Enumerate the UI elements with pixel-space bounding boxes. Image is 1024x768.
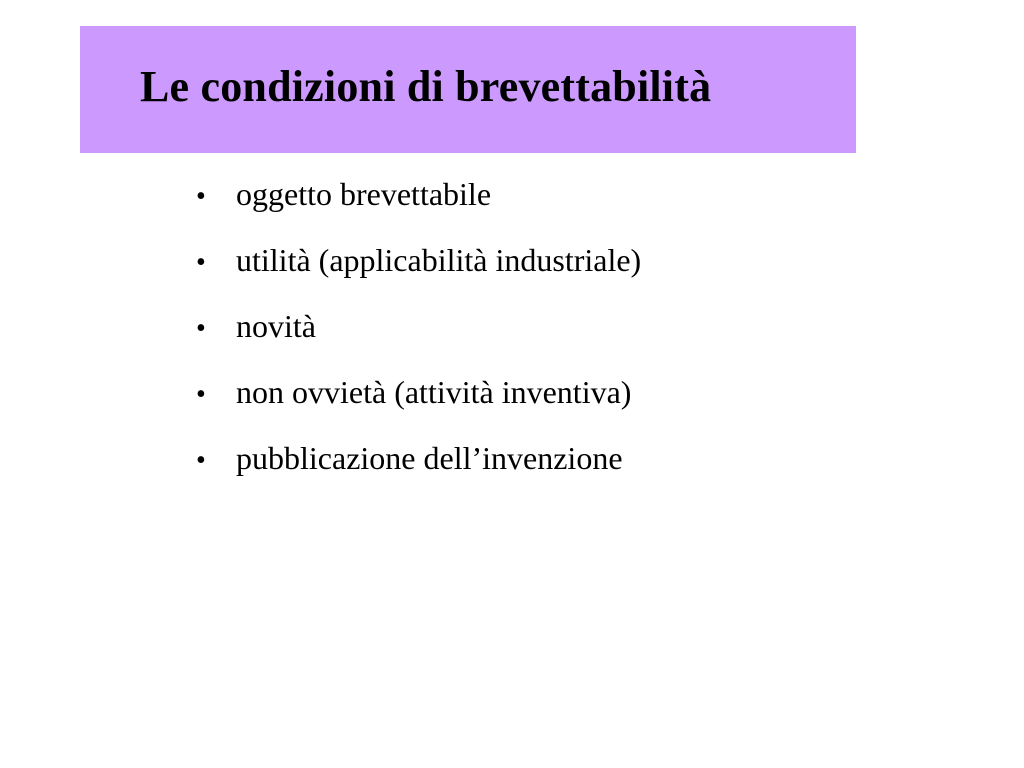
slide-title: Le condizioni di brevettabilità bbox=[140, 61, 712, 111]
bullet-text: utilità (applicabilità industriale) bbox=[236, 242, 642, 278]
title-banner bbox=[80, 26, 856, 153]
list-item bbox=[196, 436, 641, 502]
bullet-icon: • bbox=[196, 379, 206, 410]
bullet-text: novità bbox=[236, 308, 316, 344]
bullet-icon: • bbox=[196, 247, 206, 278]
bullet-text: pubblicazione dell’invenzione bbox=[236, 440, 623, 476]
bullet-icon: • bbox=[196, 181, 206, 212]
bullet-text: oggetto brevettabile bbox=[236, 176, 492, 212]
bullet-list bbox=[196, 172, 641, 502]
list-item bbox=[196, 304, 641, 370]
list-item bbox=[196, 238, 641, 304]
list-item bbox=[196, 370, 641, 436]
bullet-icon: • bbox=[196, 445, 206, 476]
bullet-icon: • bbox=[196, 313, 206, 344]
list-item bbox=[196, 172, 641, 238]
bullet-text: non ovvietà (attività inventiva) bbox=[236, 374, 632, 410]
